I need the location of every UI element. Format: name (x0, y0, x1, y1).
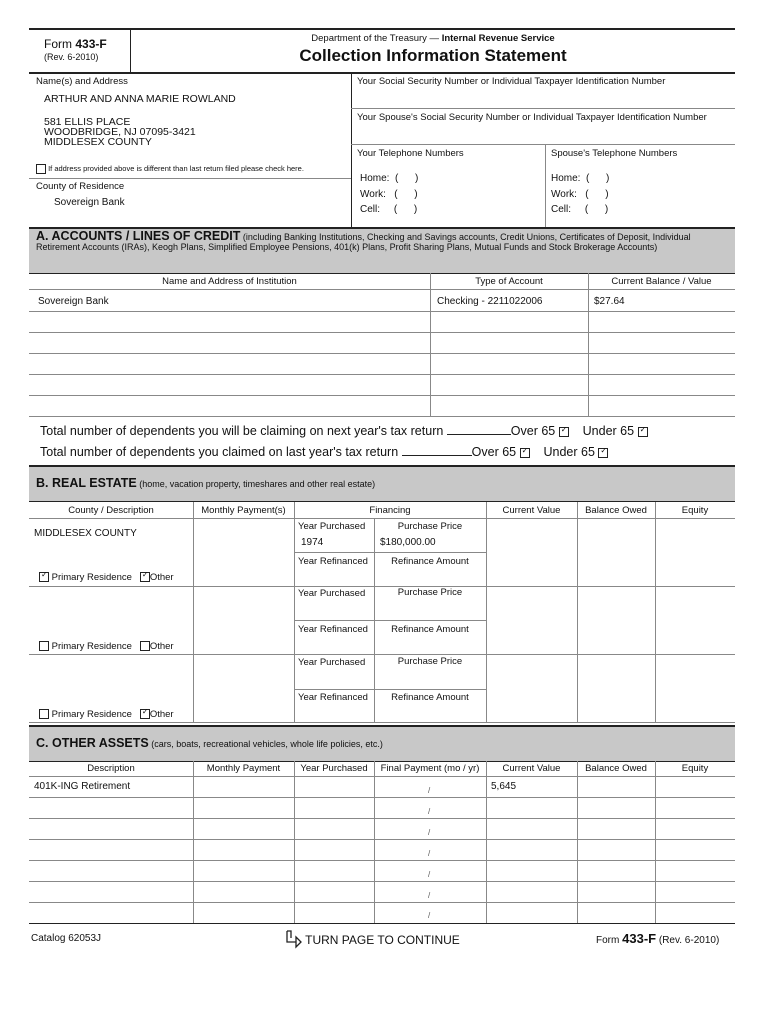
dependents-next-under65-checkbox[interactable] (638, 427, 648, 437)
dependents-next-over65-checkbox[interactable] (559, 427, 569, 437)
form-revision: (Rev. 6-2010) (44, 52, 99, 62)
final-payment-separator: / (428, 807, 431, 816)
property-2-type: Primary Residence Other (39, 641, 174, 652)
property-3-type: Primary Residence ✓ Other (39, 709, 174, 720)
taxpayer-names[interactable]: ARTHUR AND ANNA MARIE ROWLAND (44, 93, 236, 105)
col-financing: Financing (369, 505, 411, 516)
address-change-row: If address provided above is different than last return filed please check here. (36, 164, 304, 174)
property-3-other-checkbox[interactable] (140, 709, 150, 719)
ssn-label: Your Social Security Number or Individual Taxpayer Identification Number (357, 76, 666, 87)
final-payment-separator: / (428, 786, 431, 795)
col-monthly-payments: Monthly Payment(s) (201, 505, 286, 516)
col-asset-final-payment: Final Payment (mo / yr) (380, 763, 480, 774)
property-1-type: ✓ Primary Residence ✓ Other (39, 572, 174, 583)
your-phones[interactable]: Home: ( ) Work: ( ) Cell: ( ) (360, 173, 419, 215)
dependents-last-over65-checkbox[interactable] (520, 448, 530, 458)
property-1-purchase-price-label: Purchase Price (397, 521, 463, 532)
property-3-purchase-price-label: Purchase Price (397, 656, 463, 667)
col-balance: Current Balance / Value (611, 276, 712, 287)
property-1-year[interactable]: 1974 (301, 537, 324, 548)
col-asset-current-value: Current Value (502, 763, 561, 774)
property-1-year-purchased-label: Year Purchased (298, 521, 366, 532)
property-2-refinance-amount-label: Refinance Amount (391, 624, 469, 635)
final-payment-separator: / (428, 849, 431, 858)
county-value[interactable]: Sovereign Bank (54, 197, 125, 208)
property-3-refinance-amount-label: Refinance Amount (391, 692, 469, 703)
final-payment-separator: / (428, 891, 431, 900)
property-2-primary-checkbox[interactable] (39, 641, 49, 651)
account-type[interactable]: Checking - 2211022006 (437, 296, 543, 307)
spouse-ssn-label: Your Spouse's Social Security Number or Individual Taxpayer Identification Number (357, 112, 707, 123)
col-asset-monthly-payment: Monthly Payment (206, 763, 281, 774)
property-2-year-refinanced-label: Year Refinanced (298, 624, 368, 635)
final-payment-separator: / (428, 870, 431, 879)
dependents-last-row: Total number of dependents you claimed on last year's tax return Over 65 ✓ Under 65 ✓ (40, 445, 608, 459)
account-balance[interactable]: $27.64 (594, 296, 625, 307)
final-payment-separator: / (428, 828, 431, 837)
property-1-description[interactable]: MIDDLESEX COUNTY (34, 528, 137, 539)
asset-1-description[interactable]: 401K-ING Retirement (34, 781, 131, 792)
dependents-last-under65-checkbox[interactable] (598, 448, 608, 458)
property-3-year-refinanced-label: Year Refinanced (298, 692, 368, 703)
section-a-title: A. ACCOUNTS / LINES OF CREDIT (including Banking Institutions, Checking and Savings accounts, Credit Unions, Certificates of Deposit, Individual Retirement Accounts (IRAs), Keogh Plans, Simplified Employee Pensions, 401(k) Plans, Profit Sharing Plans, Mutual Funds and Stock Brokerage Accounts) (36, 229, 691, 252)
property-1-refinance-amount-label: Refinance Amount (391, 556, 469, 567)
property-1-year-refinanced-label: Year Refinanced (298, 556, 368, 567)
col-asset-description: Description (87, 763, 135, 774)
form-number: Form 433-F (44, 37, 107, 51)
col-asset-balance-owed: Balance Owed (585, 763, 647, 774)
spouse-phones[interactable]: Home: ( ) Work: ( ) Cell: ( ) (551, 173, 610, 215)
section-c-title: C. OTHER ASSETS (cars, boats, recreational vehicles, whole life policies, etc.) (36, 736, 383, 750)
property-2-year-purchased-label: Year Purchased (298, 588, 366, 599)
property-3-primary-checkbox[interactable] (39, 709, 49, 719)
col-county: County / Description (68, 505, 154, 516)
department-line: Department of the Treasury — Internal Revenue Service (311, 33, 555, 44)
spouse-phone-label: Spouse's Telephone Numbers (551, 148, 678, 159)
col-institution: Name and Address of Institution (162, 276, 297, 287)
turn-page-note: TURN PAGE TO CONTINUE (284, 930, 460, 952)
property-3-year-purchased-label: Year Purchased (298, 657, 366, 668)
property-1-other-checkbox[interactable] (140, 572, 150, 582)
catalog-number: Catalog 62053J (31, 933, 102, 944)
taxpayer-address[interactable]: 581 ELLIS PLACE WOODBRIDGE, NJ 07095-3421 MIDDLESEX COUNTY (44, 116, 196, 148)
col-account-type: Type of Account (475, 276, 543, 287)
phone-label: Your Telephone Numbers (357, 148, 464, 159)
col-equity: Equity (681, 505, 709, 516)
form-title: Collection Information Statement (299, 46, 567, 65)
property-1-price[interactable]: $180,000.00 (380, 537, 436, 548)
name-address-label: Name(s) and Address (36, 76, 128, 87)
account-institution[interactable]: Sovereign Bank (38, 296, 109, 307)
section-b-title: B. REAL ESTATE (home, vacation property, timeshares and other real estate) (36, 476, 376, 490)
dependents-next-row: Total number of dependents you will be claiming on next year's tax return Over 65 ✓ Under 65 ✓ (40, 424, 648, 438)
footer-form-number: Form 433-F (Rev. 6-2010) (596, 931, 720, 946)
turn-arrow-icon (284, 930, 302, 952)
property-1-primary-checkbox[interactable] (39, 572, 49, 582)
col-asset-equity: Equity (681, 763, 709, 774)
col-current-value: Current Value (502, 505, 561, 516)
property-2-purchase-price-label: Purchase Price (397, 587, 463, 598)
property-2-other-checkbox[interactable] (140, 641, 150, 651)
asset-1-current-value[interactable]: 5,645 (491, 781, 517, 792)
address-change-checkbox[interactable] (36, 164, 46, 174)
col-asset-year-purchased: Year Purchased (300, 763, 368, 774)
final-payment-separator: / (428, 911, 431, 920)
county-label: County of Residence (36, 181, 125, 192)
col-balance-owed: Balance Owed (585, 505, 647, 516)
